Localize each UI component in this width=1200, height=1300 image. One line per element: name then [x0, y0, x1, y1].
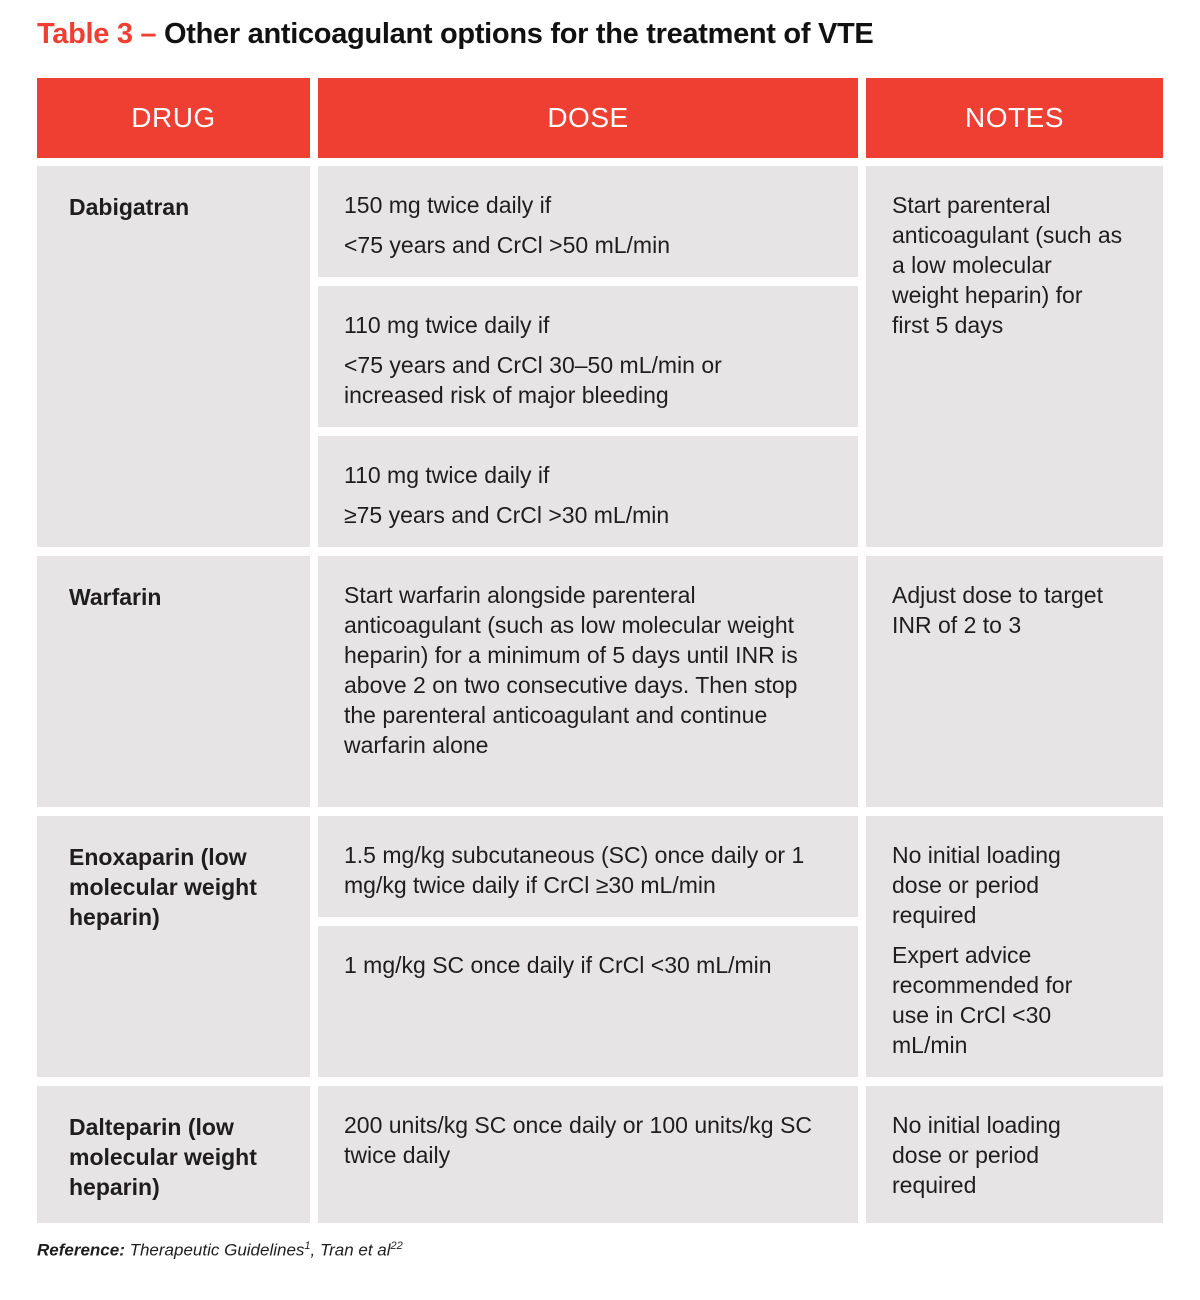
notes-cell-warfarin	[866, 556, 1163, 807]
note-text: No initial loading dose or period required	[892, 842, 1061, 928]
note-text: Expert advice recommended for use in CrCl <30 mL/min	[892, 942, 1073, 1058]
dose-condition: 110 mg twice daily if	[344, 312, 550, 338]
notes-cell-dalteparin	[866, 1086, 1163, 1223]
dose-criteria: <75 years and CrCl 30–50 mL/min or increased risk of major bleeding	[344, 352, 722, 408]
note-text: Adjust dose to target INR of 2 to 3	[892, 582, 1103, 638]
dose-cell-warfarin	[318, 556, 858, 807]
dose-cell-dabigatran-3	[318, 436, 858, 547]
header-drug: DRUG	[37, 78, 310, 158]
drug-cell-enoxaparin	[37, 816, 310, 1077]
reference-sup-2: 22	[390, 1240, 403, 1252]
drug-cell-warfarin	[37, 556, 310, 807]
header-notes: NOTES	[866, 78, 1163, 158]
dose-criteria: ≥75 years and CrCl >30 mL/min	[344, 502, 670, 528]
drug-name: Dabigatran	[69, 194, 190, 220]
table-caption: Other anticoagulant options for the treatment of VTE	[156, 18, 874, 50]
header-dose: DOSE	[318, 78, 858, 158]
dose-condition: 150 mg twice daily if	[344, 192, 552, 218]
note-text: No initial loading dose or period required	[892, 1112, 1061, 1198]
dose-cell-enoxaparin-2	[318, 926, 858, 1077]
table-number: Table 3 –	[37, 18, 157, 50]
drug-name: Warfarin	[69, 584, 162, 610]
table-title	[37, 18, 873, 51]
reference-source-2: , Tran et al	[310, 1240, 391, 1260]
dose-cell-dabigatran-2	[318, 286, 858, 427]
dose-cell-dabigatran-1	[318, 166, 858, 277]
reference-sup-1: 1	[304, 1240, 311, 1252]
dose-text: Start warfarin alongside parenteral anticoagulant (such as low molecular weight heparin) for a minimum of 5 days until INR is above 2 on two consecutive days. Then stop the parenteral anticoagulant and continue warfarin alone	[344, 582, 798, 758]
dose-cell-enoxaparin-1	[318, 816, 858, 917]
drug-name: Dalteparin (low molecular weight heparin)	[69, 1114, 257, 1200]
notes-cell-dabigatran	[866, 166, 1163, 547]
dose-condition: 110 mg twice daily if	[344, 462, 550, 488]
note-text: Start parenteral anticoagulant (such as a low molecular weight heparin) for first 5 days	[892, 192, 1123, 338]
drug-cell-dalteparin	[37, 1086, 310, 1223]
drug-name: Enoxaparin (low molecular weight heparin)	[69, 844, 257, 930]
dose-text: 1 mg/kg SC once daily if CrCl <30 mL/min	[344, 952, 772, 978]
notes-cell-enoxaparin	[866, 816, 1163, 1077]
dose-criteria: <75 years and CrCl >50 mL/min	[344, 232, 670, 258]
reference-source-1: Therapeutic Guidelines	[124, 1240, 305, 1260]
dose-text: 1.5 mg/kg subcutaneous (SC) once daily or 1 mg/kg twice daily if CrCl ≥30 mL/min	[344, 842, 805, 898]
reference-label: Reference:	[37, 1240, 125, 1260]
drug-cell-dabigatran	[37, 166, 310, 547]
reference-line	[37, 1240, 403, 1261]
dose-text: 200 units/kg SC once daily or 100 units/kg SC twice daily	[344, 1112, 812, 1168]
dose-cell-dalteparin	[318, 1086, 858, 1223]
